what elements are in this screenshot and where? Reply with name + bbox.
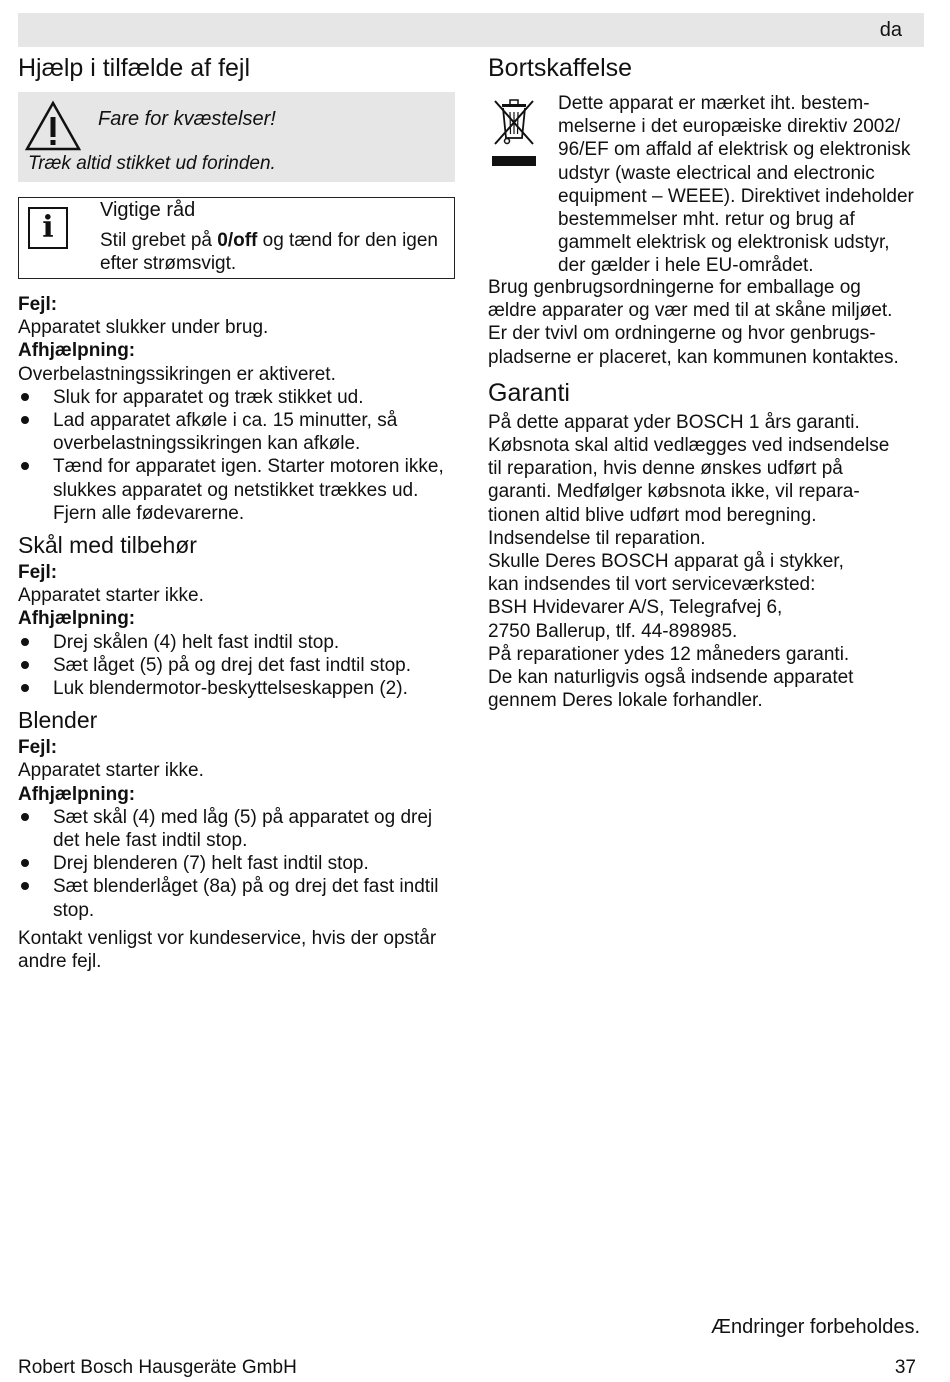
fault-label: Fejl:	[18, 562, 58, 584]
fault-section-bowl	[18, 561, 455, 700]
text-line: 2750 Ballerup, tlf. 44-898985.	[488, 620, 738, 642]
text-line: BSH Hvidevarer A/S, Telegrafvej 6,	[488, 597, 783, 619]
text-line: De kan naturligvis også indsende apparatet	[488, 667, 854, 689]
list-item: Sæt låget (5) på og drej det fast indtil stop.	[18, 654, 455, 677]
text-line: Brug genbrugsordningerne for emballage og	[488, 277, 861, 298]
warranty-text	[488, 411, 928, 713]
weee-line: bestemmelser mht. retur og brug af	[558, 209, 855, 231]
text-line: kan indsendes til vort serviceværksted:	[488, 574, 816, 596]
warning-title: Fare for kvæstelser!	[98, 108, 276, 130]
weee-line: udstyr (waste electrical and electronic	[558, 162, 875, 184]
text-line: ældre apparater og vær med til at skåne miljøet.	[488, 300, 893, 322]
text-line: tionen altid blive udført mod beregning.	[488, 504, 817, 526]
fault-text: Apparatet slukker under brug.	[18, 317, 269, 339]
list-item: Luk blendermotor-beskyttelseskappen (2).	[18, 677, 455, 700]
right-column	[488, 52, 928, 712]
info-text	[100, 229, 440, 275]
list-item: Sluk for apparatet og træk stikket ud.	[18, 386, 455, 409]
text-line: Er der tvivl om ordningerne og hvor genbrugs-	[488, 323, 876, 345]
text-line: Indsendelse til reparation.	[488, 527, 706, 549]
remedy-list	[18, 806, 455, 922]
section-title-warranty: Garanti	[488, 378, 570, 407]
fault-section-blender	[18, 736, 455, 973]
page-number: 37	[894, 1357, 916, 1378]
crossed-out-wheelie-bin-icon	[492, 94, 536, 174]
weee-line: 96/EF om affald af elektrisk og elektronisk	[558, 139, 911, 161]
weee-line: der gælder i hele EU-området.	[558, 255, 814, 277]
text-line: gennem Deres lokale forhandler.	[488, 690, 763, 712]
info-title: Vigtige råd	[100, 199, 196, 221]
text-line: På reparationer ydes 12 måneders garanti.	[488, 643, 850, 665]
list-item: Sæt skål (4) med låg (5) på apparatet og drej det hele fast indtil stop.	[18, 806, 455, 852]
text-line: Købsnota skal altid vedlægges ved indsendelse	[488, 435, 890, 457]
closing-text: Kontakt venligst vor kundeservice, hvis der opstår andre fejl.	[18, 927, 437, 973]
list-item: Drej blenderen (7) helt fast indtil stop.	[18, 852, 455, 875]
info-text-end: og tænd for den igen efter strømsvigt.	[100, 230, 438, 274]
fault-label: Fejl:	[18, 294, 58, 315]
list-item: Drej skålen (4) helt fast indtil stop.	[18, 631, 455, 654]
company-name: Robert Bosch Hausgeräte GmbH	[18, 1357, 297, 1378]
weee-line: gammelt elektrisk og elektronisk udstyr,	[558, 232, 890, 254]
text-line: Skulle Deres BOSCH apparat gå i stykker,	[488, 551, 844, 573]
remedy-list	[18, 386, 455, 525]
list-item: Tænd for apparatet igen. Starter motoren ikke, slukkes apparatet og netstikket trækkes ud. Fjern alle fødevarerne.	[18, 455, 455, 525]
language-code: da	[879, 19, 902, 41]
weee-block	[488, 92, 928, 278]
warning-box	[18, 92, 455, 182]
remedy-label: Afhjælpning:	[18, 608, 136, 630]
weee-line: Dette apparat er mærket iht. bestem-	[558, 93, 870, 114]
fault-label: Fejl:	[18, 737, 58, 759]
section-heading-bowl: Skål med tilbehør	[18, 532, 197, 559]
remedy-label: Afhjælpning:	[18, 783, 136, 805]
list-item: Sæt blenderlåget (8a) på og drej det fast indtil stop.	[18, 875, 455, 921]
changes-note: Ændringer forbeholdes.	[710, 1316, 920, 1338]
text-line: til reparation, hvis denne ønskes udført på	[488, 458, 843, 480]
section-title-disposal: Bortskaffelse	[488, 54, 633, 82]
info-text-setting: 0/off	[217, 230, 258, 251]
fault-text: Apparatet starter ikke.	[18, 760, 204, 782]
fault-text: Apparatet starter ikke.	[18, 585, 204, 607]
fault-section-general	[18, 293, 455, 525]
remedy-label: Afhjælpning:	[18, 340, 136, 362]
text-line: På dette apparat yder BOSCH 1 års garanti.	[488, 411, 860, 433]
warning-triangle-icon	[24, 100, 82, 152]
text-line: pladserne er placeret, kan kommunen kontaktes.	[488, 346, 899, 368]
weee-line: melserne i det europæiske direktiv 2002/	[558, 116, 901, 138]
language-bar	[18, 13, 924, 47]
left-column	[18, 52, 455, 973]
info-text-start: Stil grebet på	[100, 230, 218, 251]
weee-line: equipment – WEEE). Direktivet indeholder	[558, 185, 914, 207]
list-item: Lad apparatet afkøle i ca. 15 minutter, så overbelastningssikringen kan afkøle.	[18, 409, 455, 455]
section-heading-blender: Blender	[18, 707, 98, 734]
weee-text	[558, 92, 930, 278]
info-icon: i	[28, 207, 68, 249]
remedy-list	[18, 631, 455, 701]
text-line: garanti. Medfølger købsnota ikke, vil repara-	[488, 481, 860, 503]
section-title-troubleshooting: Hjælp i tilfælde af fejl	[18, 54, 251, 82]
disposal-text	[488, 276, 928, 369]
warning-text: Træk altid stikket ud forinden.	[28, 153, 276, 174]
info-box	[18, 197, 455, 279]
remedy-text: Overbelastningssikringen er aktiveret.	[18, 363, 336, 385]
